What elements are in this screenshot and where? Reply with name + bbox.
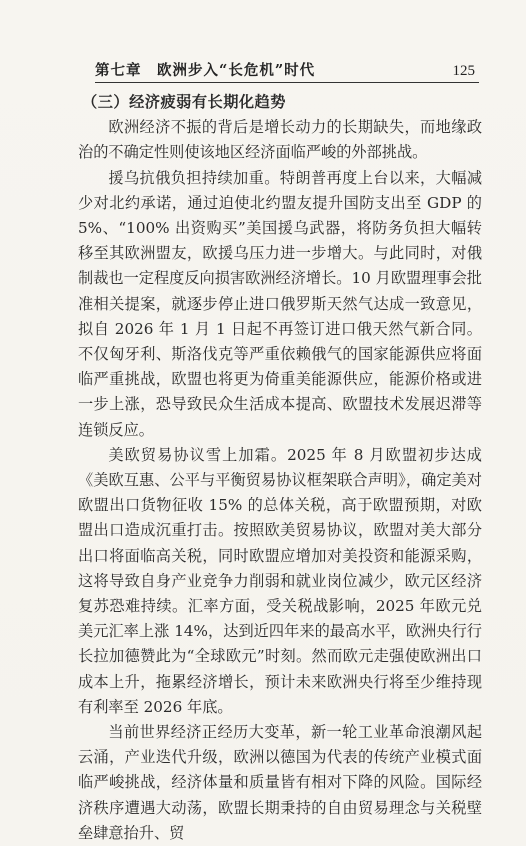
running-header [95, 58, 475, 80]
chapter-title: 第七章 欧洲步入“长危机”时代 [95, 62, 316, 79]
body-text [78, 90, 482, 846]
header-rule [95, 82, 479, 83]
paragraph-world-economy: 当前世界经济正经历大变革，新一轮工业革命浪潮风起云涌，产业迭代升级，欧洲以德国为代表的传统产业模式面临严峻挑战，经济体量和质量皆有相对下降的风险。国际经济秩序遭遇大动荡，欧盟长期秉持的自由贸易理念与关税壁垒肆意抬升、贸 [78, 723, 482, 842]
paragraph-trade-agreement: 美欧贸易协议雪上加霜。2025 年 8 月欧盟初步达成《美欧互惠、公平与平衡贸易协议框架联合声明》，确定美对欧盟出口货物征收 15% 的总体关税，高于欧盟预期，对欧盟出口造成沉重打击。按照欧美贸易协议，欧盟对美大部分出口将面临高关税，同时欧盟应增加对美投资和能源采购，这将导致自身产业竞争力削弱和就业岗位减少，欧元区经济复苏恐难持续。汇率方面，受关税战影响，2025 年欧元兑美元汇率上涨 14%，达到近四年来的最高水平，欧洲央行行长拉加德赞此为“全球欧元”时刻。然而欧元走强使欧洲出口成本上升，拖累经济增长，预计未来欧洲央行将至少维持现有利率至 2026 年底。 [78, 445, 482, 716]
page-number: 125 [452, 63, 475, 79]
paragraph-ukraine-aid: 援乌抗俄负担持续加重。特朗普再度上台以来，大幅减少对北约承诺，通过迫使北约盟友提升国防支出至 GDP 的 5%、“100% 出资购买”美国援乌武器，将防务负担大幅转移至其欧洲盟友，欧援乌压力进一步增大。与此同时，对俄制裁也一定程度反向损害欧洲经济增长。10 月欧盟理事会批准相关提案，就逐步停止进口俄罗斯天然气达成一致意见，拟自 2026 年 1 月 1 日起不再签订进口俄天然气新合同。不仅匈牙利、斯洛伐克等严重依赖俄气的国家能源供应将面临严重挑战，欧盟也将更为倚重美能源供应，能源价格或进一步上涨，恐导致民众生活成本提高、欧盟技术发展迟滞等连锁反应。 [78, 168, 482, 439]
section-heading: （三）经济疲弱有长期化趋势 [82, 93, 286, 111]
paragraph-intro: 欧洲经济不振的背后是增长动力的长期缺失，而地缘政治的不确定性则使该地区经济面临严峻的外部挑战。 [78, 118, 482, 162]
